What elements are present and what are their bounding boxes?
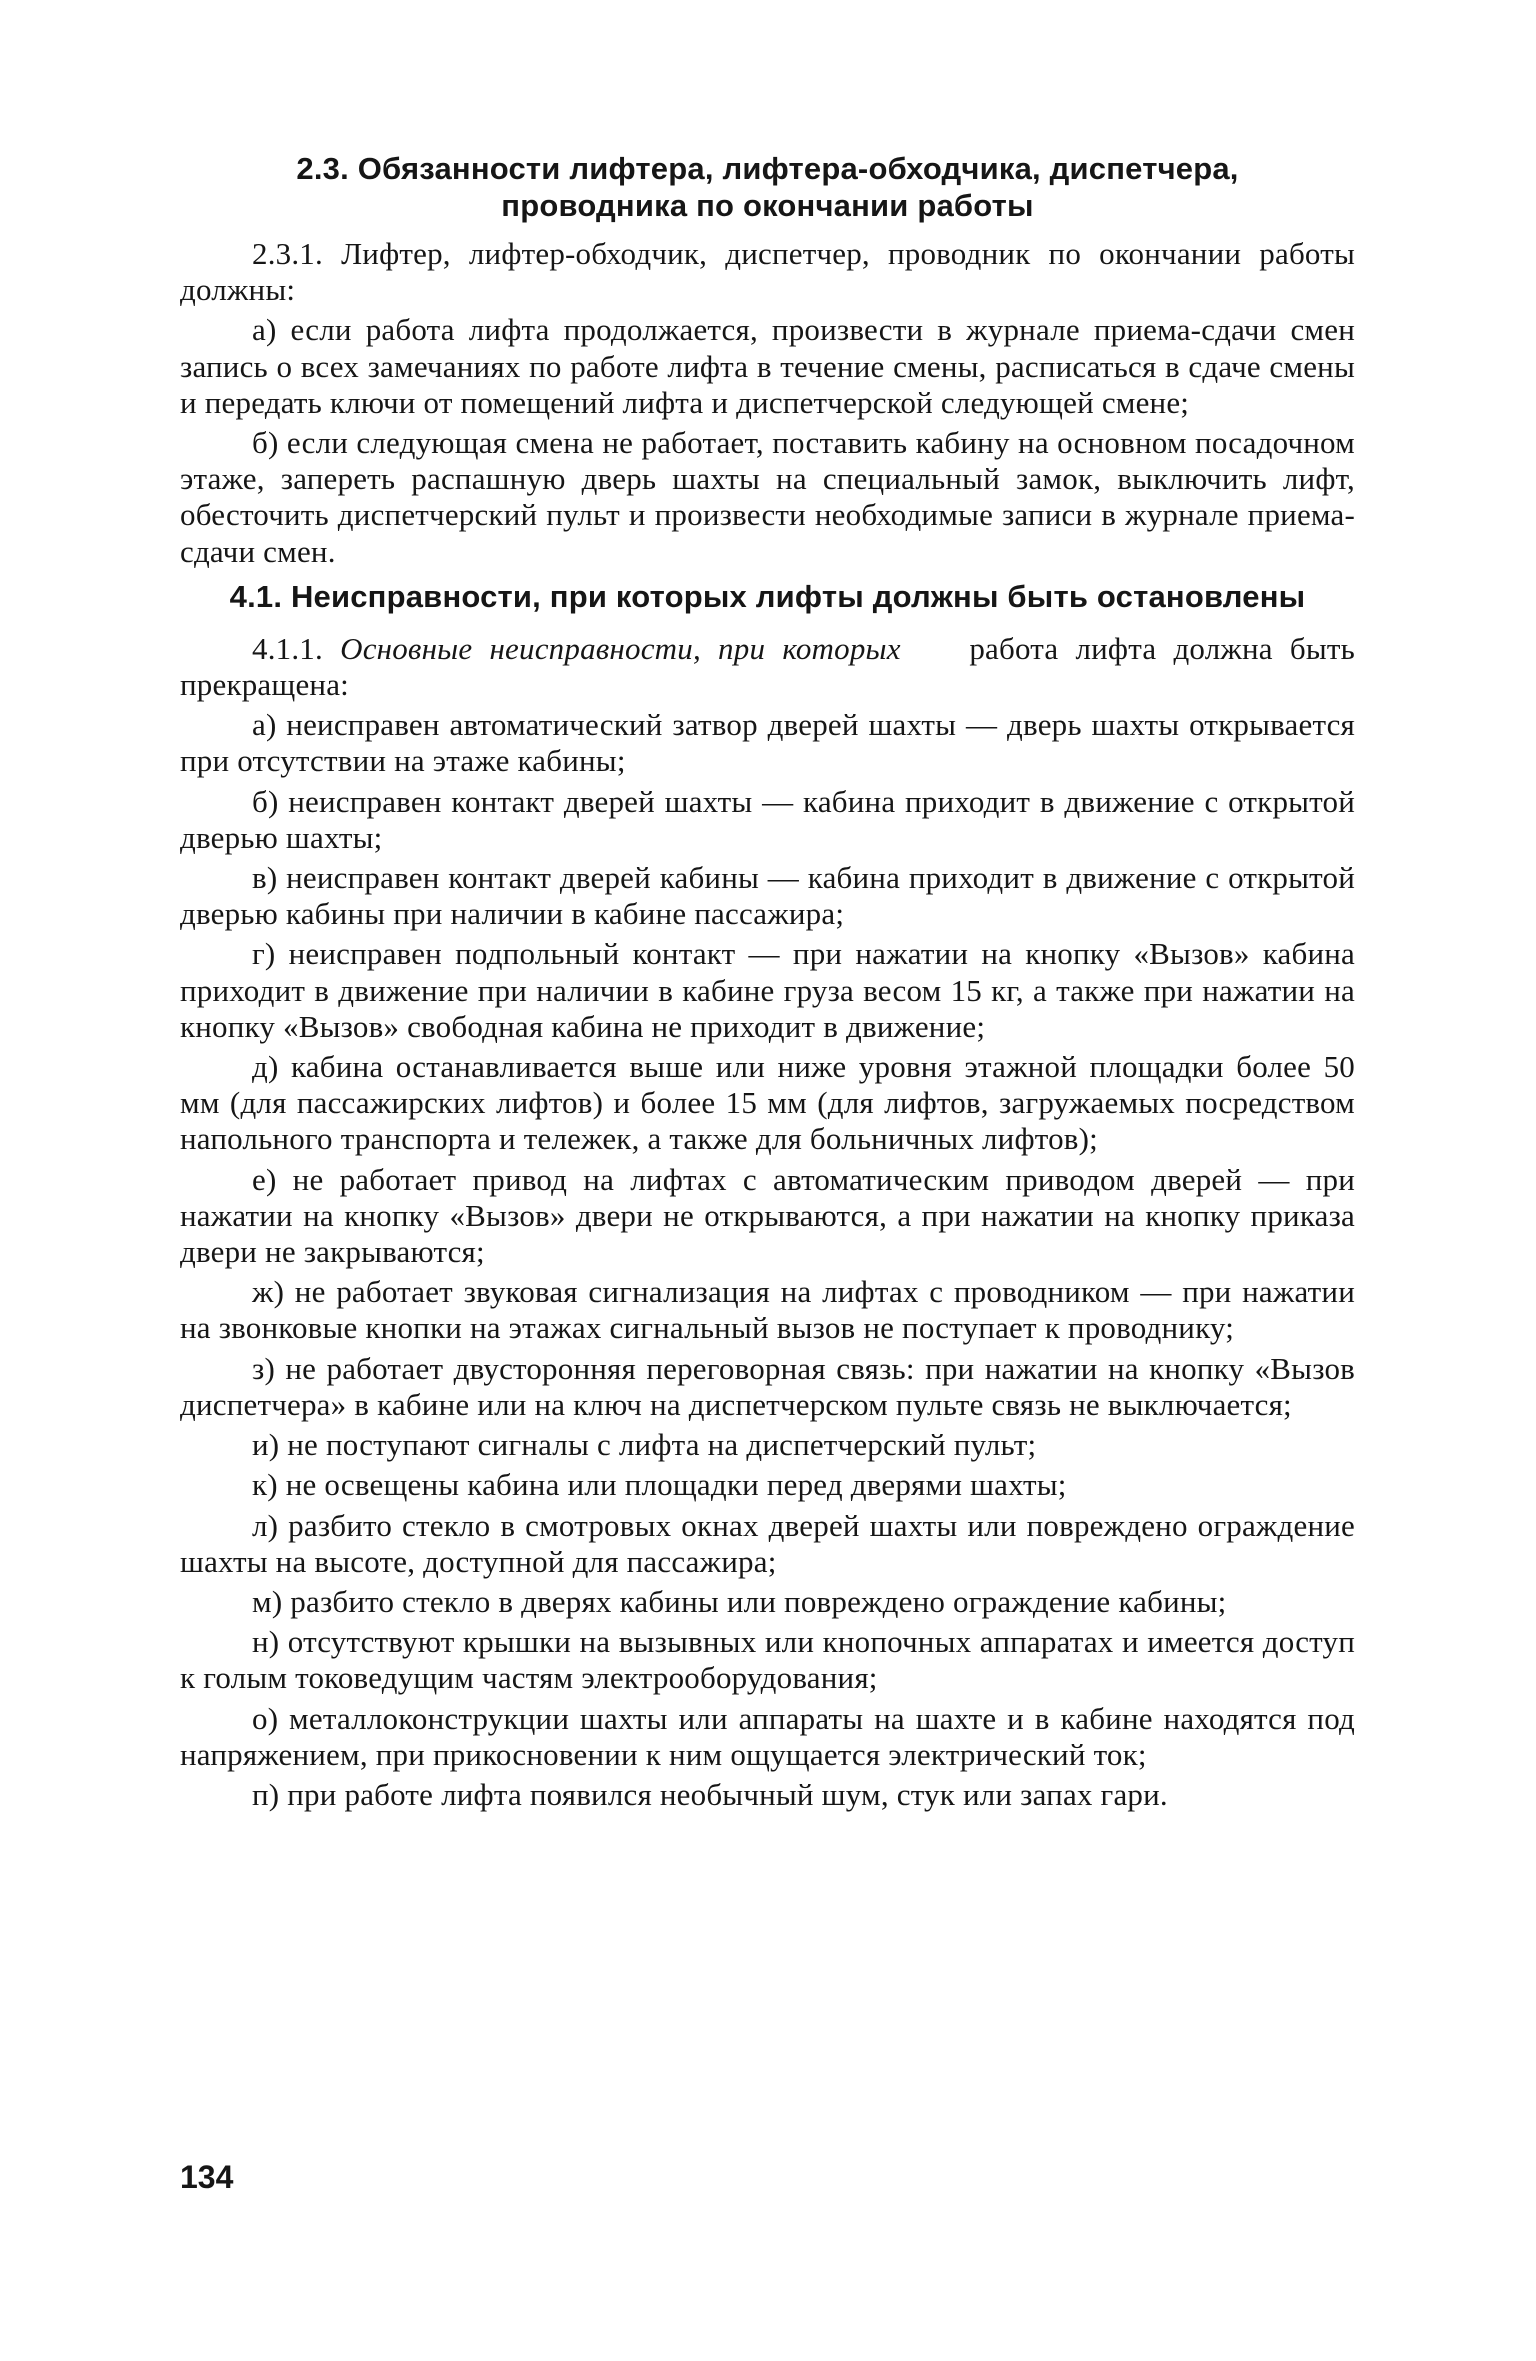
paragraph-4-1-1 — [180, 631, 1355, 703]
list-item-4-1-1-a: а) неисправен автоматический затвор дверей шахты — дверь шахты открывается при отсутствии на этаже кабины; — [180, 707, 1355, 779]
section-2-3-heading-line2: проводника по окончании работы — [501, 188, 1034, 223]
list-item-4-1-1-l: л) разбито стекло в смотровых окнах дверей шахты или повреждено ограждение шахты на высоте, доступной для пассажира; — [180, 1507, 1355, 1579]
list-item-4-1-1-d: д) кабина останавливается выше или ниже уровня этажной площадки более 50 мм (для пассажирских лифтов) и более 15 мм (для лифтов, загружаемых посредством напольного транспорта и тележек, а также для больничных лифтов); — [180, 1049, 1355, 1157]
list-item-4-1-1-v: в) неисправен контакт дверей кабины — кабина приходит в движение с открытой дверью кабины при наличии в кабине пассажира; — [180, 860, 1355, 932]
list-item-4-1-1-o: о) металлоконструкции шахты или аппараты на шахте и в кабине находятся под напряжением, при прикосновении к ним ощущается электрический ток; — [180, 1700, 1355, 1772]
list-item-4-1-1-p: п) при работе лифта появился необычный шум, стук или запах гари. — [252, 1776, 1168, 1812]
paragraph-2-3-1: 2.3.1. Лифтер, лифтер-обходчик, диспетчер, проводник по окончании работы должны: — [180, 236, 1355, 308]
list-item-4-1-1-z: з) не работает двусторонняя переговорная связь: при нажатии на кнопку «Вызов диспетчера» в кабине или на ключ на диспетчерском пульте связь не выключается; — [180, 1350, 1355, 1422]
document-page — [180, 150, 1355, 1817]
page-number: 134 — [180, 2159, 234, 2195]
list-item-2-3-1-b: б) если следующая смена не работает, поставить кабину на основном посадочном этаже, запереть распашную дверь шахты на специальный замок, выключить лифт, обесточить диспетчерский пульт и произвести необходимые записи в журнале приема-сдачи смен. — [180, 425, 1355, 569]
section-2-3-heading — [180, 150, 1355, 224]
paragraph-4-1-1-number: 4.1.1. — [252, 630, 323, 666]
list-item-4-1-1-e: е) не работает привод на лифтах с автоматическим приводом дверей — при нажатии на кнопку «Вызов» двери не открываются, а при нажатии на кнопку приказа двери не закрываются; — [180, 1161, 1355, 1270]
list-item-2-3-1-a: а) если работа лифта продолжается, произвести в журнале приема-сдачи смен запись о всех замечаниях по работе лифта в течение смены, расписаться в сдаче смены и передать ключи от помещений лифта и диспетчерской следующей смене; — [180, 312, 1355, 420]
list-item-4-1-1-m: м) разбито стекло в дверях кабины или повреждено ограждение кабины; — [252, 1583, 1227, 1619]
section-2-3-heading-line1: 2.3. Обязанности лифтера, лифтера-обходчика, диспетчера, — [296, 151, 1239, 186]
section-4-1-heading: 4.1. Неисправности, при которых лифты должны быть остановлены — [229, 578, 1306, 614]
list-item-4-1-1-zh: ж) не работает звуковая сигнализация на лифтах с проводником — при нажатии на звонковые кнопки на этажах сигнальный вызов не поступает к проводнику; — [180, 1274, 1355, 1346]
paragraph-4-1-1-rest: работа лифта должна быть прекращена: — [180, 630, 1355, 703]
list-item-4-1-1-b: б) неисправен контакт дверей шахты — кабина приходит в движение с открытой дверью шахты; — [180, 783, 1355, 855]
list-item-4-1-1-g: г) неисправен подпольный контакт — при нажатии на кнопку «Вызов» кабина приходит в движение при наличии в кабине груза весом 15 кг, а также при нажатии на кнопку «Вызов» свободная кабина не приходит в движение; — [180, 936, 1355, 1044]
list-item-4-1-1-k: к) не освещены кабина или площадки перед дверями шахты; — [252, 1467, 1067, 1503]
paragraph-4-1-1-italic: Основные неисправности, при которых — [340, 630, 901, 666]
list-item-4-1-1-i: и) не поступают сигналы с лифта на диспетчерский пульт; — [252, 1427, 1037, 1463]
list-item-4-1-1-n: н) отсутствуют крышки на вызывных или кнопочных аппаратах и имеется доступ к голым токоведущим частям электрооборудования; — [180, 1624, 1355, 1696]
